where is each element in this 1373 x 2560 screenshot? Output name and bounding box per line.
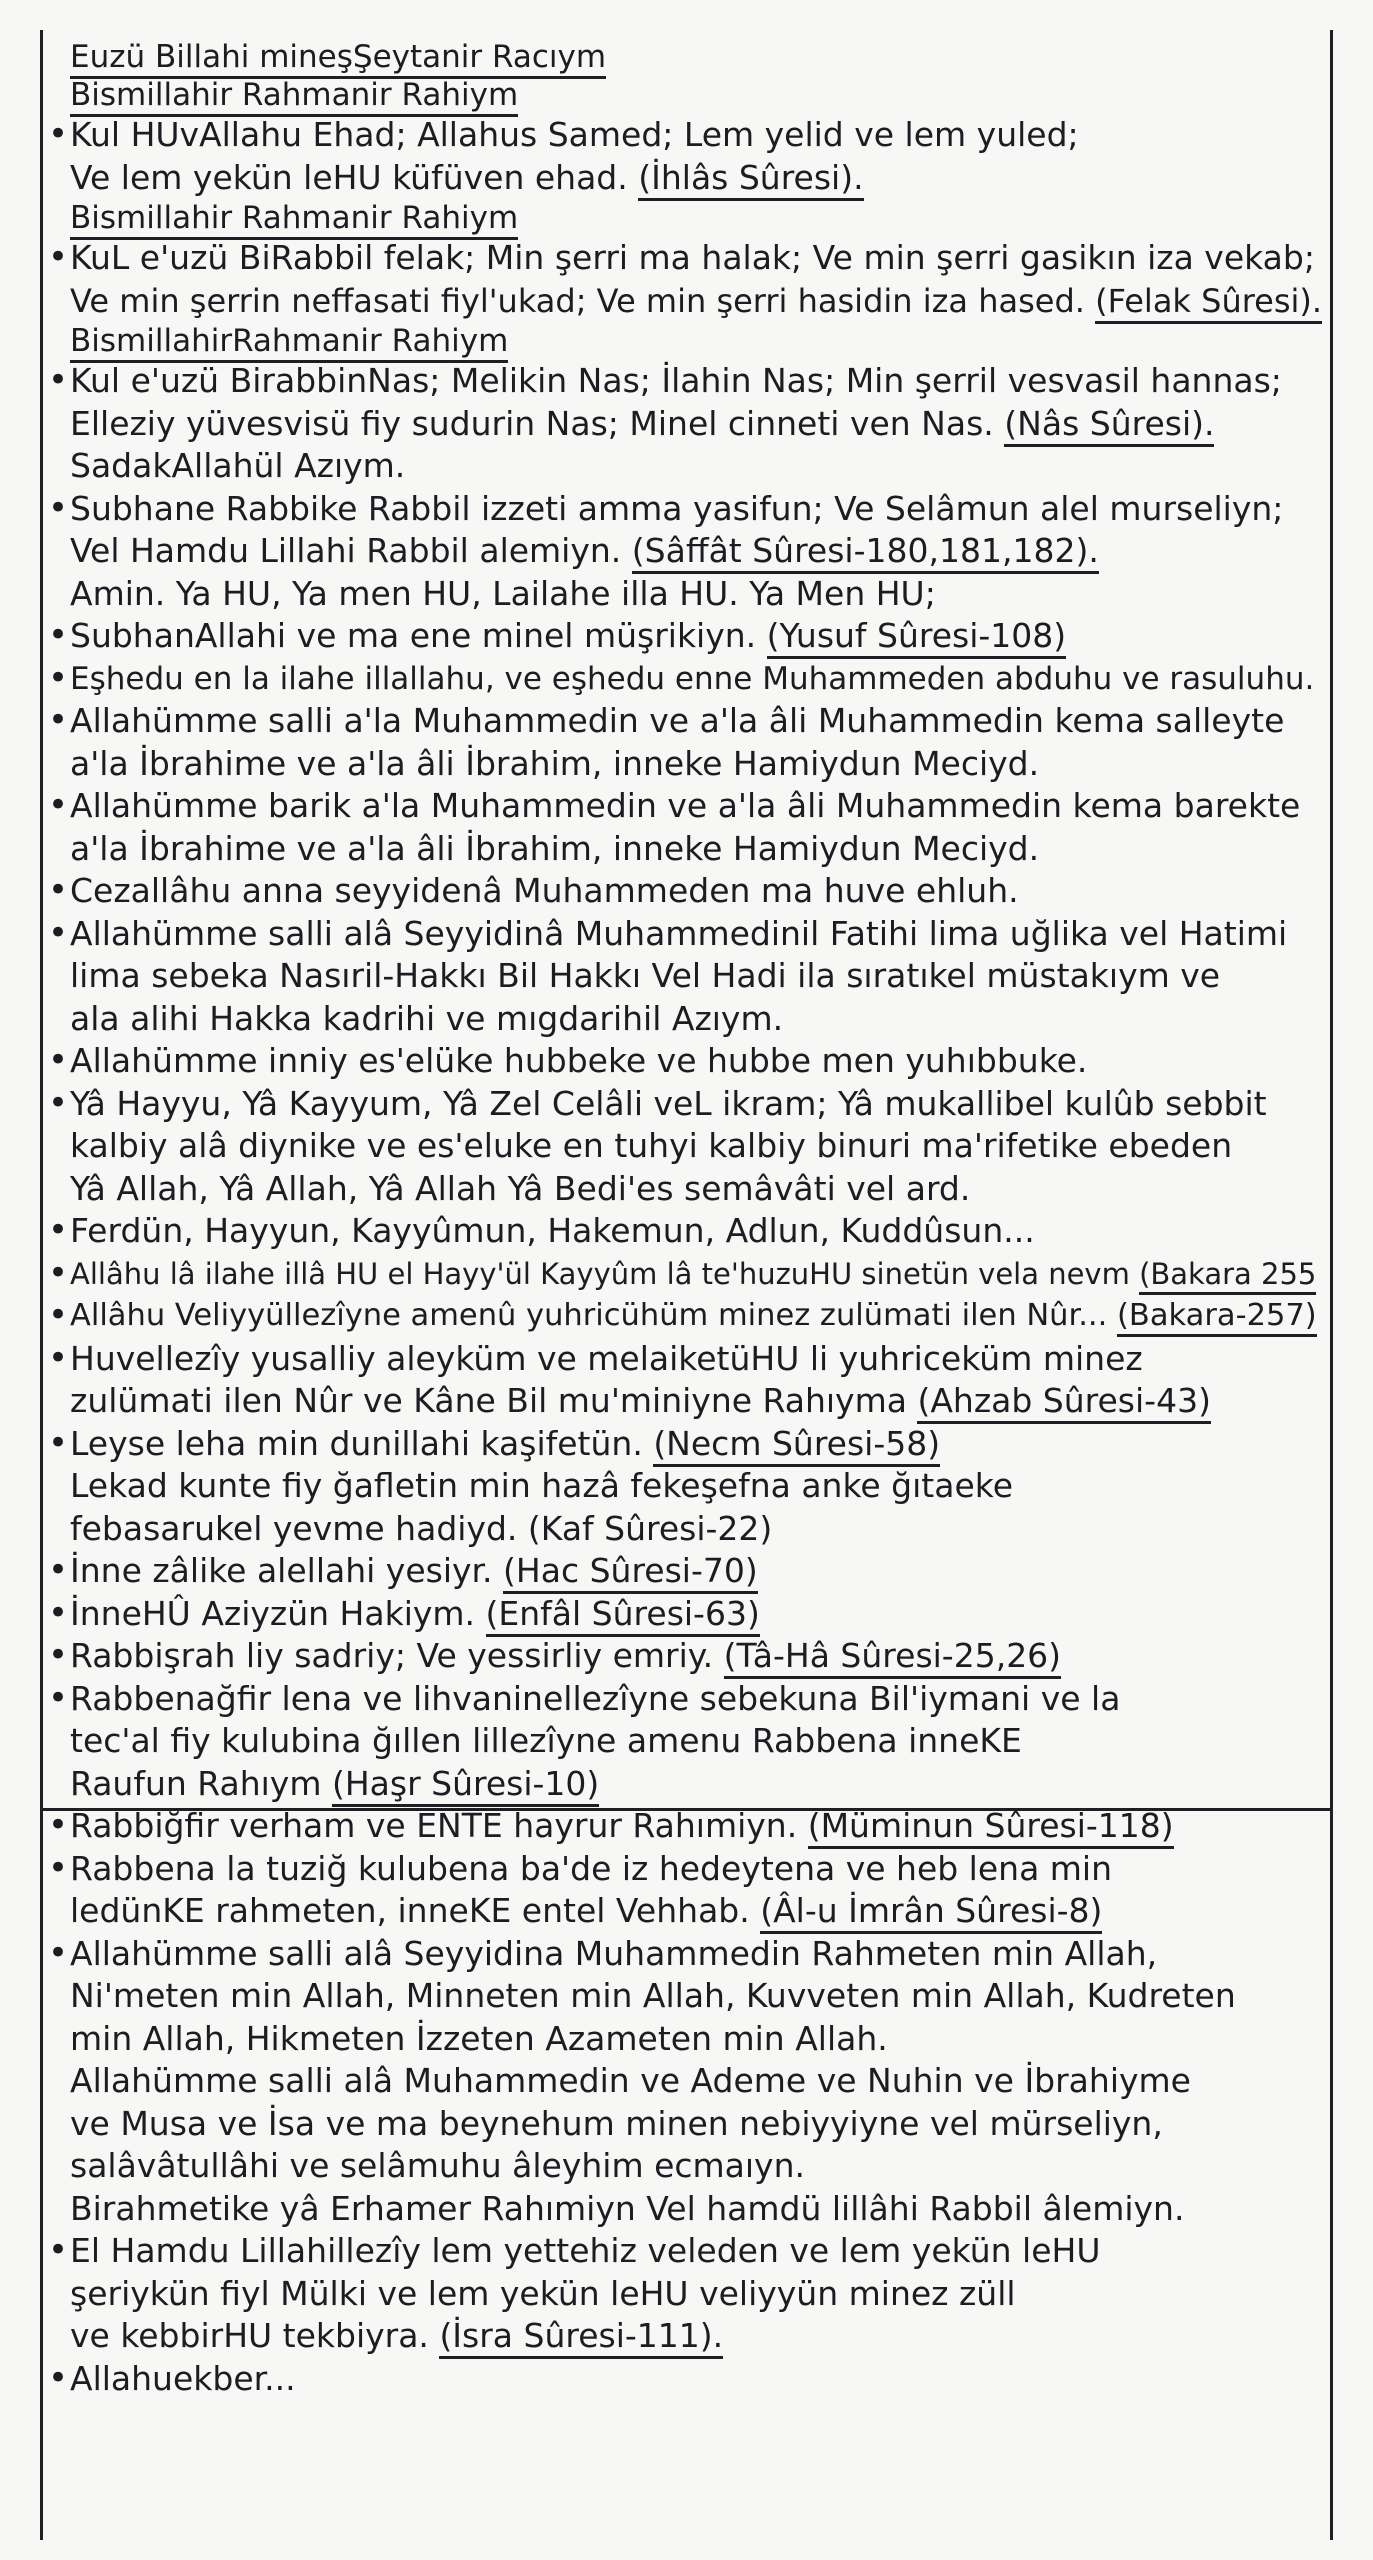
line-text: Yâ Allah, Yâ Allah, Yâ Allah Yâ Bedi'es semâvâti vel ard. — [70, 1168, 971, 1208]
line-text: kalbiy alâ diynike ve es'eluke en tuhyi kalbiy binuri ma'rifetike ebeden — [70, 1126, 1233, 1165]
text-line — [70, 998, 1322, 1041]
bullet-icon: • — [48, 1592, 69, 1633]
line-text: İnneHÛ Aziyzün Hakiym. — [70, 1593, 476, 1633]
line-text: Kul HUvAllahu Ehad; Allahus Samed; Lem yelid ve lem yuled; — [70, 115, 1079, 154]
line-text: Allahümme salli a'la Muhammedin ve a'la âli Muhammedin kema salleyte — [70, 701, 1285, 740]
prayer-entry — [48, 2357, 1322, 2401]
heading-text: Bismillahir Rahmanir Rahiym — [70, 77, 518, 117]
text-line — [70, 1210, 1322, 1253]
prayer-entry — [48, 1805, 1322, 1848]
text-line — [70, 280, 1322, 323]
prayer-entry — [48, 1932, 1322, 2231]
surah-reference: (İsra Sûresi-111). — [439, 2316, 723, 2359]
text-line — [70, 403, 1322, 446]
text-line — [70, 828, 1322, 871]
heading-text: Bismillahir Rahmanir Rahiym — [70, 200, 518, 240]
surah-reference: (Sâffât Sûresi-180,181,182). — [632, 531, 1099, 574]
text-line — [70, 157, 1322, 200]
text-line — [70, 2230, 1322, 2273]
bullet-icon: • — [48, 615, 69, 655]
text-line — [70, 1975, 1322, 2018]
text-line — [70, 913, 1322, 956]
prayer-entry — [48, 700, 1322, 785]
text-line — [70, 1253, 1322, 1296]
line-text: Allahümme barik a'la Muhammedin ve a'la âli Muhammedin kema barekte — [70, 786, 1301, 825]
text-line — [70, 658, 1322, 701]
line-text: Rabbenağfir lena ve lihvaninellezîyne sebekuna Bil'iymani ve la — [70, 1678, 1121, 1718]
bullet-icon: • — [48, 2357, 69, 2398]
text-line — [70, 2018, 1322, 2061]
surah-reference: (Bakara-257) — [1117, 1298, 1317, 1337]
text-line — [70, 1763, 1322, 1806]
text-line — [70, 955, 1322, 998]
heading-text: Euzü Billahi mineşŞeytanir Racıym — [70, 39, 606, 79]
line-text: Vel Hamdu Lillahi Rabbil alemiyn. — [70, 531, 622, 570]
bullet-icon: • — [48, 1847, 69, 1888]
line-text: Ferdün, Hayyun, Kayyûmun, Hakemun, Adlun, Kuddûsun... — [70, 1211, 1035, 1250]
surah-reference: (Âl-u İmrân Sûresi-8) — [760, 1891, 1102, 1934]
text-line — [70, 2060, 1322, 2103]
text-line — [70, 785, 1322, 828]
prayer-entry — [48, 487, 1322, 616]
line-text: lima sebeka Nasıril-Hakkı Bil Hakkı Vel Hadi ila sıratıkel müstakıym ve — [70, 956, 1221, 995]
line-text: Rabbena la tuziğ kulubena ba'de iz hedeytena ve heb lena min — [70, 1848, 1113, 1888]
line-text: Allahümme inniy es'elüke hubbeke ve hubbe men yuhıbbuke. — [70, 1041, 1088, 1080]
bullet-icon: • — [48, 870, 69, 910]
line-text: İnne zâlike alellahi yesiyr. — [70, 1551, 493, 1590]
text-line — [70, 1380, 1322, 1423]
line-text: Allahümme salli alâ Muhammedin ve Ademe ve Nuhin ve İbrahiyme — [70, 2061, 1191, 2100]
bullet-icon: • — [48, 487, 69, 528]
line-text: Allahümme salli alâ Seyyidinâ Muhammedinil Fatihi lima uğlika vel Hatimi — [70, 913, 1288, 953]
text-line — [70, 2188, 1322, 2231]
surah-reference: (Bakara 255 — [1139, 1257, 1316, 1295]
text-line — [70, 1338, 1322, 1381]
line-text: El Hamdu Lillahillezîy lem yettehiz veleden ve lem yekün leHU — [70, 2231, 1101, 2270]
line-text: Allahuekber... — [70, 2358, 296, 2398]
text-line — [70, 488, 1322, 531]
text-line — [70, 1805, 1322, 1848]
bullet-icon: • — [48, 237, 69, 277]
surah-reference: (Necm Sûresi-58) — [653, 1424, 940, 1467]
continuation-line: Lekad kunte fiy ğafletin min hazâ fekeşefna anke ğıtaeke — [70, 1466, 1013, 1505]
line-text: tec'al fiy kulubina ğıllen lillezîyne amenu Rabbena inneKE — [70, 1721, 1022, 1760]
text-line — [70, 1635, 1322, 1678]
surah-reference: (Hac Sûresi-70) — [503, 1551, 758, 1594]
prayer-entry — [48, 1550, 1322, 1593]
prayer-entry — [48, 870, 1322, 913]
prayer-entry — [48, 1592, 1322, 1636]
text-line — [70, 1423, 1322, 1466]
text-line — [70, 1720, 1322, 1763]
line-text: Eşhedu en la ilahe illallahu, ve eşhedu enne Muhammeden abduhu ve rasuluhu. — [70, 660, 1315, 697]
bullet-icon: • — [48, 1337, 69, 1378]
text-line — [70, 1125, 1322, 1168]
surah-reference: (Nâs Sûresi). — [1004, 404, 1214, 447]
text-line — [70, 114, 1322, 157]
line-text: min Allah, Hikmeten İzzeten Azameten min Allah. — [70, 2018, 888, 2058]
continuation-line: febasarukel yevme hadiyd. (Kaf Sûresi-22) — [70, 1508, 773, 1548]
bullet-icon: • — [48, 657, 69, 698]
line-text: Ve min şerrin neffasati fiyl'ukad; Ve min şerri hasidin iza hased. — [70, 281, 1085, 320]
prayer-entry — [48, 912, 1322, 1041]
prayer-entry — [48, 1252, 1322, 1296]
heading — [70, 38, 1322, 76]
surah-reference: (Enfâl Sûresi-63) — [486, 1594, 760, 1637]
prayer-text — [48, 38, 1323, 2400]
prayer-entry — [48, 1635, 1322, 1678]
line-text: Raufun Rahıym — [70, 1763, 322, 1803]
bullet-icon: • — [48, 785, 69, 825]
line-text: a'la İbrahime ve a'la âli İbrahim, inneke Hamiydun Meciyd. — [70, 743, 1040, 783]
text-line — [70, 743, 1322, 786]
prayer-entry — [48, 1677, 1322, 1806]
line-text: ala alihi Hakka kadrihi ve mıgdarihil Azıym. — [70, 998, 784, 1038]
text-line — [70, 2315, 1322, 2358]
line-text: Allâhu lâ ilahe illâ HU el Hayy'ül Kayyûm lâ te'huzuHU sinetün vela nevm — [70, 1256, 1130, 1291]
line-text: Allahümme salli alâ Seyyidina Muhammedin Rahmeten min Allah, — [70, 1933, 1158, 1973]
prayer-entry — [48, 1337, 1322, 1423]
line-text: SubhanAllahi ve ma ene minel müşrikiyn. — [70, 616, 757, 655]
text-line — [70, 1168, 1322, 1211]
surah-reference: (İhlâs Sûresi). — [638, 158, 863, 201]
text-line — [70, 700, 1322, 743]
line-text: Allâhu Veliyyüllezîyne amenû yuhricühüm minez zulümati ilen Nûr... — [70, 1298, 1108, 1333]
line-text: Kul e'uzü BirabbinNas; Melikin Nas; İlahin Nas; Min şerril vesvasil hannas; — [70, 361, 1282, 400]
text-line — [70, 1890, 1322, 1933]
line-text: ve Musa ve İsa ve ma beynehum minen nebiyyiyne vel mürseliyn, — [70, 2103, 1163, 2143]
prayer-entry — [48, 1082, 1322, 1211]
prayer-entry — [48, 1210, 1322, 1253]
text-line — [70, 1040, 1322, 1083]
text-line — [70, 1678, 1322, 1721]
line-text: Yâ Hayyu, Yâ Kayyum, Yâ Zel Celâli veL ikram; Yâ mukallibel kulûb sebbit — [70, 1083, 1267, 1123]
prayer-entry — [48, 785, 1322, 870]
prayer-entry — [48, 1040, 1322, 1083]
prayer-entry — [48, 360, 1322, 488]
surah-reference: (Felak Sûresi). — [1095, 282, 1322, 324]
bullet-icon: • — [48, 1805, 69, 1845]
text-line — [70, 615, 1322, 658]
line-text: Birahmetike yâ Erhamer Rahımiyn Vel hamdü lillâhi Rabbil âlemiyn. — [70, 2188, 1185, 2228]
surah-reference: (Tâ-Hâ Sûresi-25,26) — [724, 1636, 1061, 1679]
line-text: Elleziy yüvesvisü fiy sudurin Nas; Minel cinneti ven Nas. — [70, 403, 994, 443]
text-line — [70, 1933, 1322, 1976]
line-text: KuL e'uzü BiRabbil felak; Min şerri ma halak; Ve min şerri gasikın iza vekab; — [70, 238, 1315, 277]
surah-reference: (Yusuf Sûresi-108) — [767, 616, 1067, 659]
line-text: Leyse leha min dunillahi kaşifetün. — [70, 1423, 643, 1463]
text-line — [70, 2273, 1322, 2316]
line-text: ledünKE rahmeten, inneKE entel Vehhab. — [70, 1891, 750, 1930]
prayer-entry — [48, 114, 1322, 199]
text-line — [70, 237, 1322, 280]
bullet-icon: • — [48, 1422, 69, 1463]
bullet-icon: • — [48, 1635, 69, 1675]
text-line — [70, 1848, 1322, 1891]
line-text: Ni'meten min Allah, Minneten min Allah, Kuvveten min Allah, Kudreten — [70, 1976, 1236, 2015]
bullet-icon: • — [48, 1082, 69, 1123]
line-text: şeriykün fiyl Mülki ve lem yekün leHU veliyyün minez züll — [70, 2273, 1016, 2313]
text-line — [70, 2358, 1322, 2401]
surah-reference: (Ahzab Sûresi-43) — [917, 1381, 1211, 1424]
surah-reference: (Haşr Sûresi-10) — [332, 1764, 599, 1807]
line-text: Subhane Rabbike Rabbil izzeti amma yasifun; Ve Selâmun alel murseliyn; — [70, 488, 1284, 528]
prayer-entry — [48, 2230, 1322, 2358]
surah-reference: (Müminun Sûresi-118) — [808, 1806, 1174, 1849]
heading — [70, 76, 1322, 114]
prayer-entry — [48, 1847, 1322, 1933]
line-text: zulümati ilen Nûr ve Kâne Bil mu'miniyne Rahıyma — [70, 1381, 907, 1420]
heading — [70, 322, 1322, 360]
bullet-icon: • — [48, 1040, 69, 1080]
prayer-entry — [48, 1422, 1322, 1551]
bullet-icon: • — [48, 1677, 69, 1718]
bullet-icon: • — [48, 700, 69, 740]
text-line — [70, 1083, 1322, 1126]
prayer-entry — [48, 1295, 1322, 1338]
continuation-line: SadakAllahül Azıym. — [70, 446, 406, 485]
line-text: salâvâtullâhi ve selâmuhu âleyhim ecmaıyn. — [70, 2146, 805, 2185]
bullet-icon: • — [48, 1932, 69, 1973]
bullet-icon: • — [48, 1550, 69, 1590]
bullet-icon: • — [48, 360, 69, 400]
prayer-entry — [48, 237, 1323, 322]
prayer-entry — [48, 657, 1322, 701]
text-line — [70, 1550, 1322, 1593]
line-text: ve kebbirHU tekbiyra. — [70, 2316, 429, 2355]
line-text: Rabbişrah liy sadriy; Ve yessirliy emriy. — [70, 1636, 714, 1675]
continuation-line: Amin. Ya HU, Ya men HU, Lailahe illa HU. Ya Men HU; — [70, 573, 936, 613]
line-text: Ve lem yekün leHU küfüven ehad. — [70, 157, 628, 197]
right-margin-line — [1330, 30, 1333, 2540]
bullet-icon: • — [48, 1252, 69, 1293]
line-text: Rabbiğfir verham ve ENTE hayrur Rahımiyn. — [70, 1806, 798, 1845]
heading — [70, 199, 1322, 237]
line-text: Huvellezîy yusalliy aleyküm ve melaiketüHU li yuhriceküm minez — [70, 1338, 1143, 1378]
text-line — [70, 2145, 1322, 2188]
text-line — [70, 360, 1322, 403]
bullet-icon: • — [48, 2230, 69, 2270]
text-line — [70, 1295, 1322, 1338]
bullet-icon: • — [48, 912, 69, 953]
text-line — [70, 870, 1322, 913]
left-margin-line — [40, 30, 43, 2540]
text-line — [70, 1593, 1322, 1636]
heading-text: BismillahirRahmanir Rahiym — [70, 323, 508, 363]
bullet-icon: • — [48, 1210, 69, 1250]
bullet-icon: • — [48, 1295, 69, 1335]
line-text: Cezallâhu anna seyyidenâ Muhammeden ma huve ehluh. — [70, 871, 1019, 910]
prayer-entry — [48, 615, 1322, 658]
bullet-icon: • — [48, 114, 69, 154]
text-line — [70, 530, 1322, 573]
line-text: a'la İbrahime ve a'la âli İbrahim, inneke Hamiydun Meciyd. — [70, 828, 1040, 868]
text-line — [70, 2103, 1322, 2146]
